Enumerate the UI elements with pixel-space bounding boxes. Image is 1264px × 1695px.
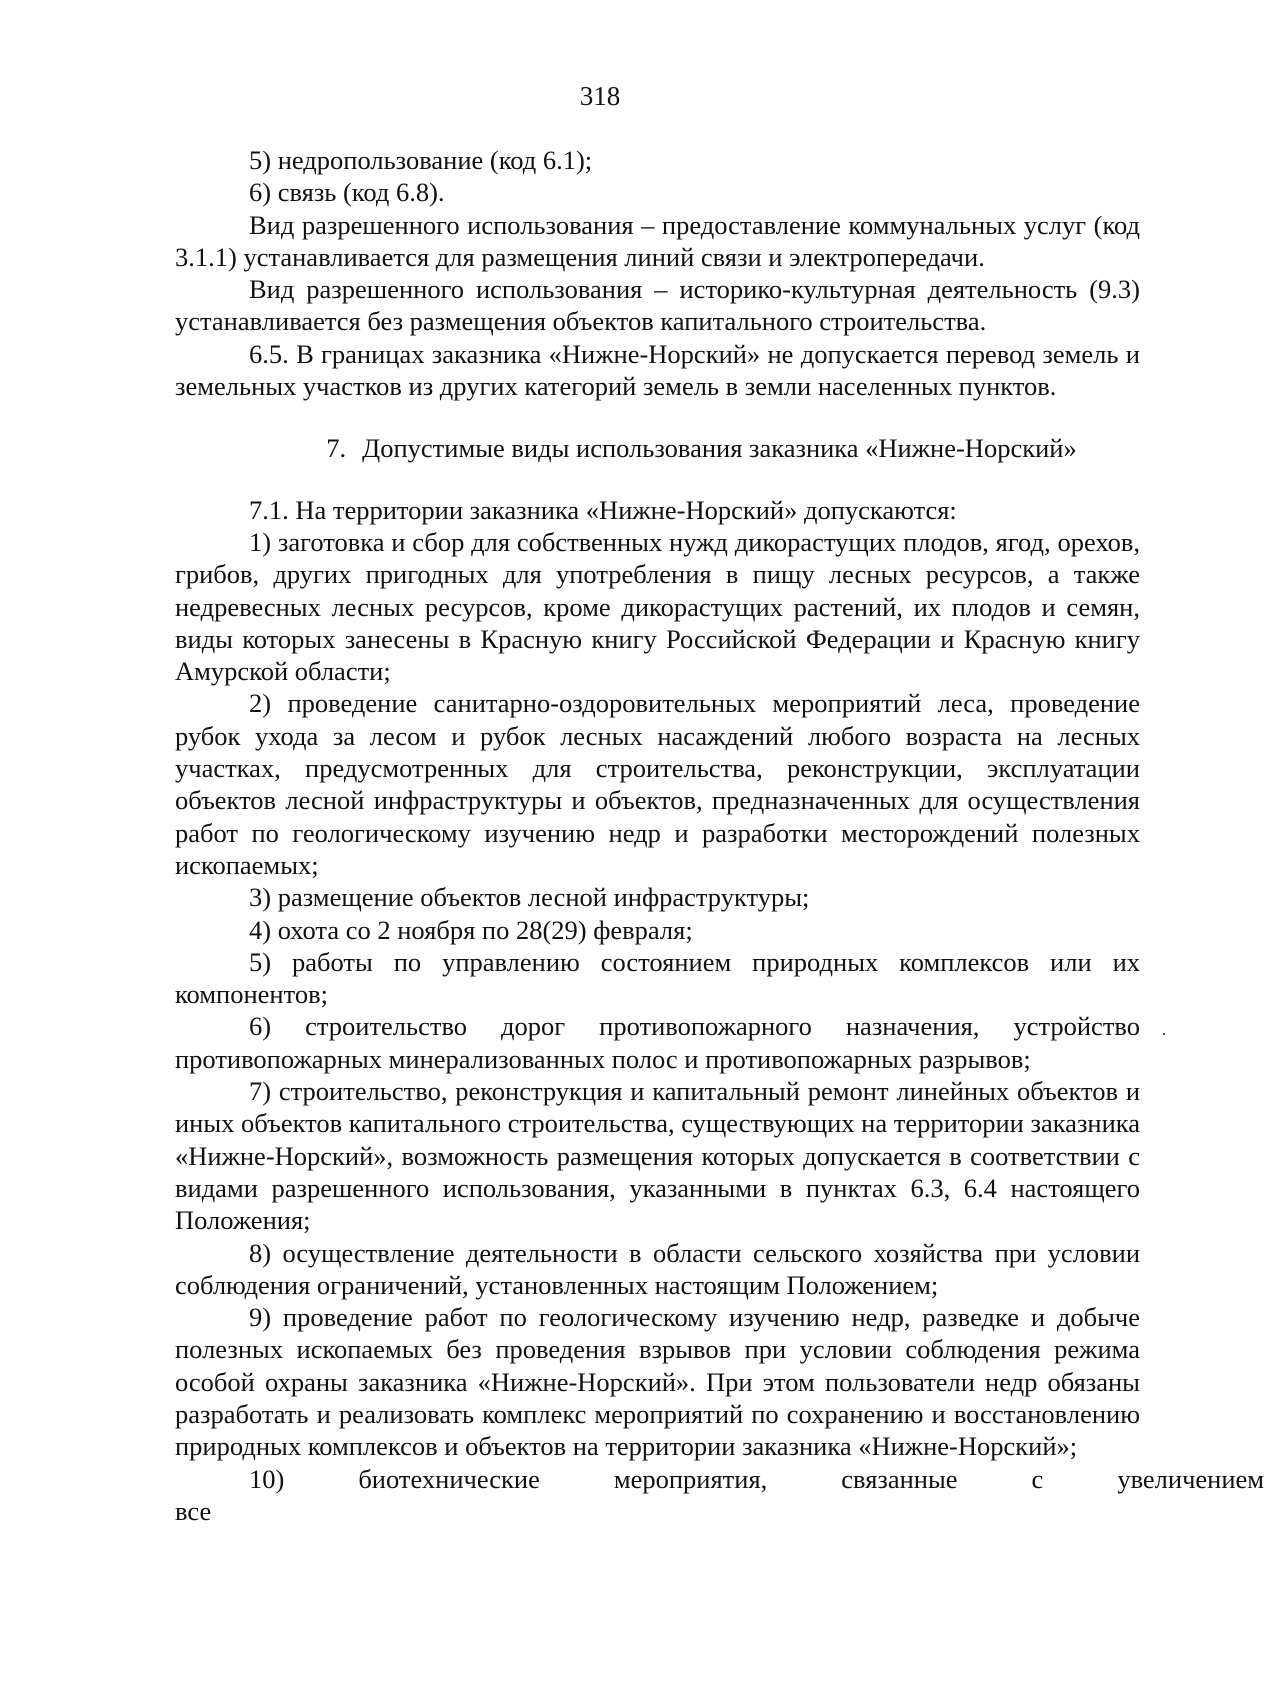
section-heading xyxy=(175,432,1140,464)
list-item-8: 8) осуществление деятельности в области сельского хозяйства при условии соблюдения ограничений, установленных настоящим Положением; xyxy=(175,1237,1140,1300)
list-item-10-word: увеличением xyxy=(1117,1463,1264,1494)
list-item-10-first-line xyxy=(175,1463,1264,1528)
list-item-10-word: с xyxy=(1031,1463,1044,1494)
list-item-10-word: связанные xyxy=(841,1463,958,1494)
list-item-3: 3) размещение объектов лесной инфраструктуры; xyxy=(249,882,810,913)
section-title: Допустимые виды использования заказника «Нижне-Норский» xyxy=(362,433,1077,464)
paragraph-7-1: 7.1. На территории заказника «Нижне-Норский» допускаются: xyxy=(249,494,957,525)
paragraph-historical-cultural: Вид разрешенного использования – историко-культурная деятельность (9.3) устанавливается без размещения объектов капитального строительства. xyxy=(175,274,1140,337)
list-item-1: 1) заготовка и сбор для собственных нужд дикорастущих плодов, ягод, орехов, грибов, других пригодных для употребления в пищу лесных ресурсов, а также недревесных лесных ресурсов, кроме дикорастущих растений, их плодов и семян, виды которых занесены в Красную книгу Российской Федерации и Красную книгу Амурской области; xyxy=(175,526,1140,687)
list-item-5: 5) работы по управлению состоянием природных комплексов или их компонентов; xyxy=(175,946,1140,1010)
paragraph-utility-services: Вид разрешенного использования – предоставление коммунальных услуг (код 3.1.1) устанавливается для размещения линий связи и электропередачи. xyxy=(175,209,1140,272)
paragraph-6-5: 6.5. В границах заказника «Нижне-Норский» не допускается перевод земель и земельных участков из других категорий земель в земли населенных пунктов. xyxy=(175,338,1140,402)
page-number: 318 xyxy=(579,81,621,111)
paragraph-item-5-subsoil: 5) недропользование (код 6.1); xyxy=(249,145,593,175)
paragraph-item-6-communication: 6) связь (код 6.8). xyxy=(249,177,445,208)
list-item-4: 4) охота со 2 ноября по 28(29) февраля; xyxy=(249,914,693,945)
scan-speck xyxy=(1163,1033,1165,1035)
document-body xyxy=(175,144,1264,1527)
list-item-2: 2) проведение санитарно-оздоровительных мероприятий леса, проведение рубок ухода за лесом и рубок лесных насаждений любого возраста на лесных участках, предусмотренных для строительства, реконструкции, эксплуатации объектов лесной инфраструктуры и объектов, предназначенных для осуществления работ по геологическому изучению недр и разработки месторождений полезных ископаемых; xyxy=(175,688,1140,880)
section-number: 7. xyxy=(326,433,347,464)
list-item-6: 6) строительство дорог противопожарного назначения, устройство противопожарных минерализованных полос и противопожарных разрывов; xyxy=(175,1011,1140,1074)
list-item-10-word: 10) все xyxy=(175,1463,285,1526)
list-item-10-word: мероприятия, xyxy=(613,1463,768,1494)
list-item-7: 7) строительство, реконструкция и капитальный ремонт линейных объектов и иных объектов капитального строительства, существующих на территории заказника «Нижне-Норский», возможность размещения которых допускается в соответствии с видами разрешенного использования, указанными в пунктах 6.3, 6.4 настоящего Положения; xyxy=(175,1076,1141,1236)
list-item-9: 9) проведение работ по геологическому изучению недр, разведке и добыче полезных ископаемых без проведения взрывов при условии соблюдения режима особой охраны заказника «Нижне-Норский». При этом пользователи недр обязаны разработать и реализовать комплекс мероприятий по сохранению и восстановлению природных комплексов и объектов на территории заказника «Нижне-Норский»; xyxy=(175,1302,1140,1462)
list-item-10-word: биотехнические xyxy=(358,1463,540,1494)
